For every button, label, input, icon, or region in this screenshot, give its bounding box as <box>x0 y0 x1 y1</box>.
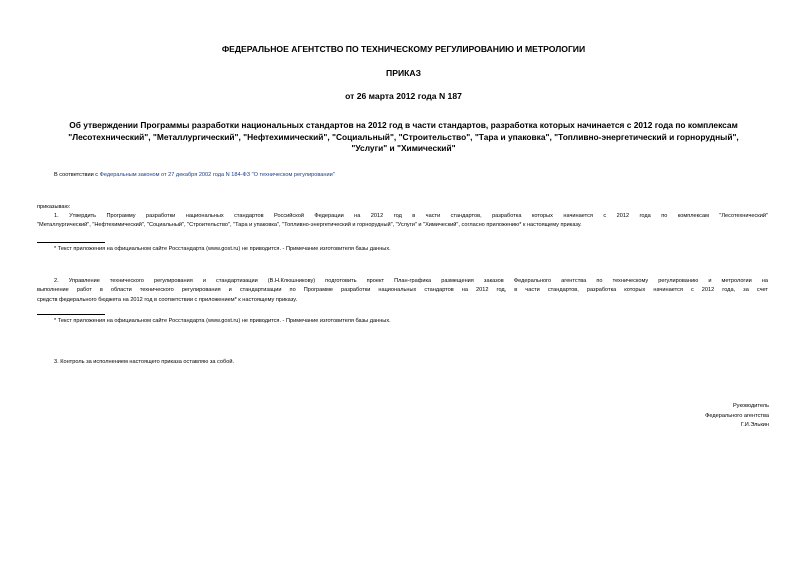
signature-name: Г.И.Элькин <box>740 422 769 428</box>
order-item-3: 3. Контроль за исполнением настоящего приказа оставляю за собой. <box>54 359 235 365</box>
subject-line-1: Об утверждении Программы разработки национальных стандартов на 2012 год в части стандартов, разработка которых начинается с 2012 года по комплексам <box>69 120 738 130</box>
footnote-divider-1 <box>37 242 105 243</box>
order-item-2 <box>37 277 768 305</box>
item1-line-2: "Металлургический", "Нефтехимический", "Социальный", "Строительство", "Тара и упаковка", "Топливно-энергетический и горнорудный", "Услуги" и "Химический", согласно приложению* к настоящему приказу. <box>37 222 582 229</box>
federal-law-link[interactable]: Федеральным законом от 27 декабря 2002 года N 184-ФЗ "О техническом регулировании" <box>99 172 335 178</box>
signature-block <box>705 402 769 431</box>
footnote-divider-2 <box>37 314 105 315</box>
item2-line-3: средств федерального бюджета на 2012 год в соответствии с приложением* к настоящему приказу. <box>37 296 298 303</box>
document-subject <box>40 120 767 155</box>
item2-line-1: 2. Управление технического регулирования и стандартизации (В.Н.Клюшникову) подготовить проект План-графика размещения заказов Федерального агентства по техническому регулированию и метрологии на <box>54 278 768 284</box>
subject-line-3: "Услуги" и "Химический" <box>351 143 456 153</box>
order-word: приказываю: <box>37 204 71 210</box>
signature-organization: Федерального агентства <box>705 412 769 419</box>
item1-line-1: 1. Утвердить Программу разработки национальных стандартов Российской Федерации на 2012 год в части стандартов, разработка которых начинается с 2012 года по комплексам "Лесотехнический" <box>54 213 768 219</box>
order-item-1 <box>37 212 768 231</box>
footnote-2: * Текст приложения на официальном сайте Росстандарта (www.gost.ru) не приводится. - Примечание изготовителя базы данных. <box>54 318 391 324</box>
document-type: ПРИКАЗ <box>386 68 421 78</box>
footnote-1: * Текст приложения на официальном сайте Росстандарта (www.gost.ru) не приводится. - Примечание изготовителя базы данных. <box>54 246 391 252</box>
preamble <box>54 171 335 180</box>
item2-line-2: выполнение работ в области технического регулирования и стандартизации по Программе разработки национальных стандартов на 2012 год, в части стандартов, разработка которых начинается с 2012 года, за счет <box>37 287 768 294</box>
subject-line-2: "Лесотехнический", "Металлургический", "Нефтехимический", "Социальный", "Строительство", "Тара и упаковка", "Топливно-энергетический и горнорудный", <box>68 131 739 142</box>
agency-title: ФЕДЕРАЛЬНОЕ АГЕНТСТВО ПО ТЕХНИЧЕСКОМУ РЕГУЛИРОВАНИЮ И МЕТРОЛОГИИ <box>221 44 586 54</box>
signature-position: Руководитель <box>732 403 769 409</box>
preamble-prefix: В соответствии с <box>54 172 100 178</box>
document-date-number: от 26 марта 2012 года N 187 <box>345 91 462 101</box>
